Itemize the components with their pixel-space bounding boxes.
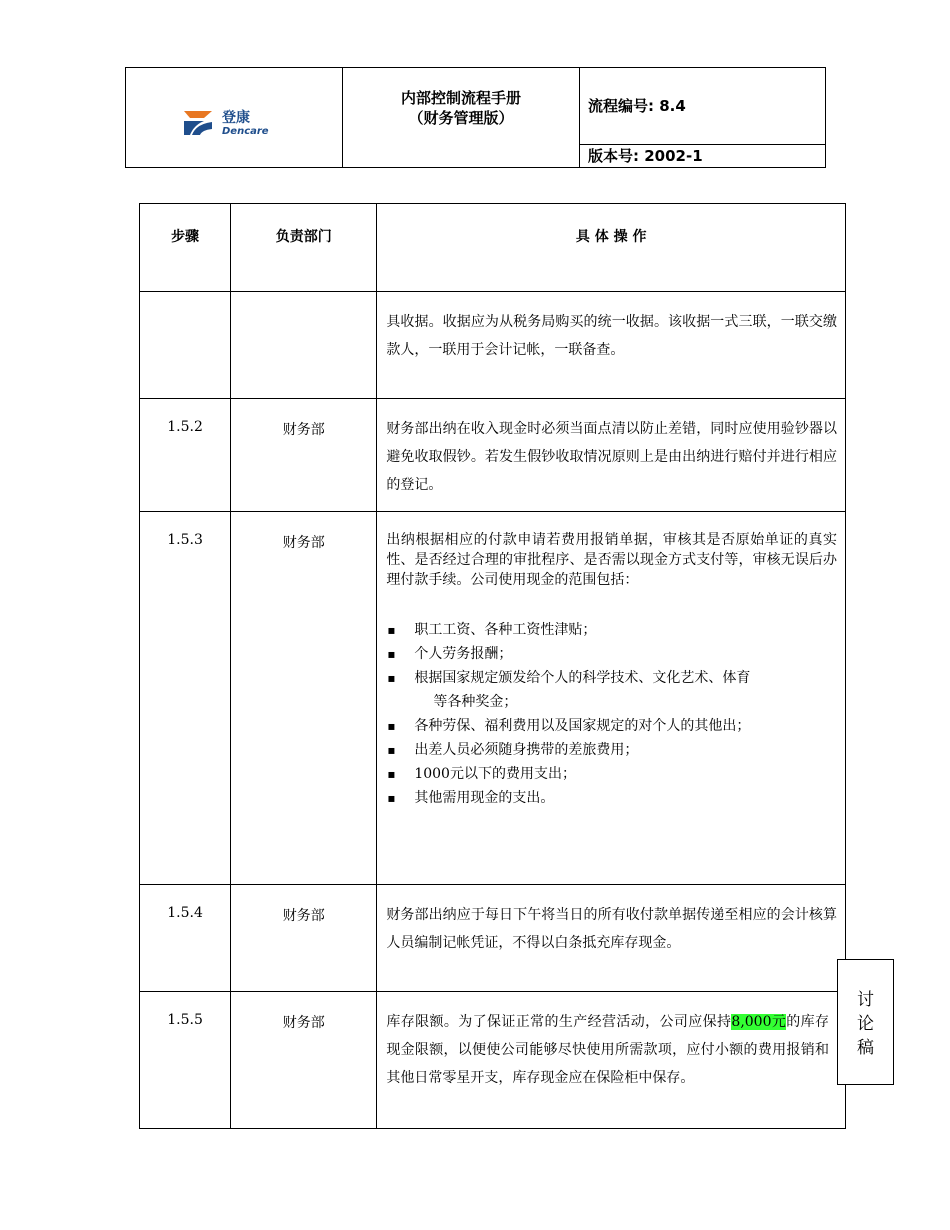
step-cell: 1.5.2	[140, 399, 231, 512]
dept-cell: 财务部	[231, 992, 377, 1129]
manual-title	[343, 68, 580, 168]
table-header-row	[140, 204, 846, 292]
list-item: ▪ 出差人员必须随身携带的差旅费用；	[386, 738, 837, 762]
table-row	[140, 992, 846, 1129]
document-header	[125, 67, 826, 168]
header-step: 步骤	[140, 204, 231, 292]
step-cell: 1.5.4	[140, 885, 231, 992]
table-row	[140, 399, 846, 512]
list-item: ▪ 各种劳保、福利费用以及国家规定的对个人的其他出；	[386, 714, 837, 738]
table-row	[140, 292, 846, 399]
operation-cell: 库存限额。为了保证正常的生产经营活动，公司应保持8,000元的库存现金限额，以便使公司能够尽快使用所需款项，应付小额的费用报销和其他日常零星开支，库存现金应在保险柜中保存。	[377, 992, 846, 1129]
cash-usage-list	[386, 618, 837, 810]
svg-text:Dencare: Dencare	[222, 126, 269, 137]
step-cell: 1.5.5	[140, 992, 231, 1129]
svg-text:登康: 登康	[222, 110, 250, 126]
list-item: ▪ 1000元以下的费用支出；	[386, 762, 837, 786]
operation-cell	[377, 512, 846, 885]
logo-cell	[126, 68, 343, 168]
draft-stamp	[837, 959, 894, 1085]
list-item: ▪ 其他需用现金的支出。	[386, 786, 837, 810]
dencare-logo	[182, 105, 282, 141]
dept-cell: 财务部	[231, 512, 377, 885]
operation-text: 出纳根据相应的付款申请若费用报销单据，审核其是否原始单证的真实性、是否经过合理的审批程序、是否需以现金方式支付等，审核无误后办理付款手续。公司使用现金的范围包括：	[386, 532, 837, 588]
dept-cell: 财务部	[231, 885, 377, 992]
dept-cell	[231, 292, 377, 399]
operation-cell: 财务部出纳应于每日下午将当日的所有收付款单据传递至相应的会计核算人员编制记帐凭证，不得以白条抵充库存现金。	[377, 885, 846, 992]
cash-limit-highlight: 8,000元	[731, 1014, 787, 1030]
draft-label: 讨论稿	[857, 990, 874, 1058]
process-code: 流程编号: 8.4	[580, 68, 826, 145]
version-number: 版本号: 2002-1	[580, 144, 826, 167]
list-item: ▪ 根据国家规定颁发给个人的科学技术、文化艺术、体育 等各种奖金；	[386, 666, 837, 714]
table-row	[140, 885, 846, 992]
operation-cell: 具收据。收据应为从税务局购买的统一收据。该收据一式三联，一联交缴款人，一联用于会计记帐，一联备查。	[377, 292, 846, 399]
procedure-table	[139, 203, 846, 1129]
header-dept: 负责部门	[231, 204, 377, 292]
title-line2: （财务管理版）	[408, 109, 514, 127]
title-line1: 内部控制流程手册	[400, 89, 521, 107]
step-cell: 1.5.3	[140, 512, 231, 885]
header-operation: 具 体 操 作	[377, 204, 846, 292]
step-cell	[140, 292, 231, 399]
operation-cell: 财务部出纳在收入现金时必须当面点清以防止差错，同时应使用验钞器以避免收取假钞。若发生假钞收取情况原则上是由出纳进行赔付并进行相应的登记。	[377, 399, 846, 512]
list-item: ▪ 个人劳务报酬；	[386, 642, 837, 666]
list-item: ▪ 职工工资、各种工资性津贴；	[386, 618, 837, 642]
table-row	[140, 512, 846, 885]
dept-cell: 财务部	[231, 399, 377, 512]
